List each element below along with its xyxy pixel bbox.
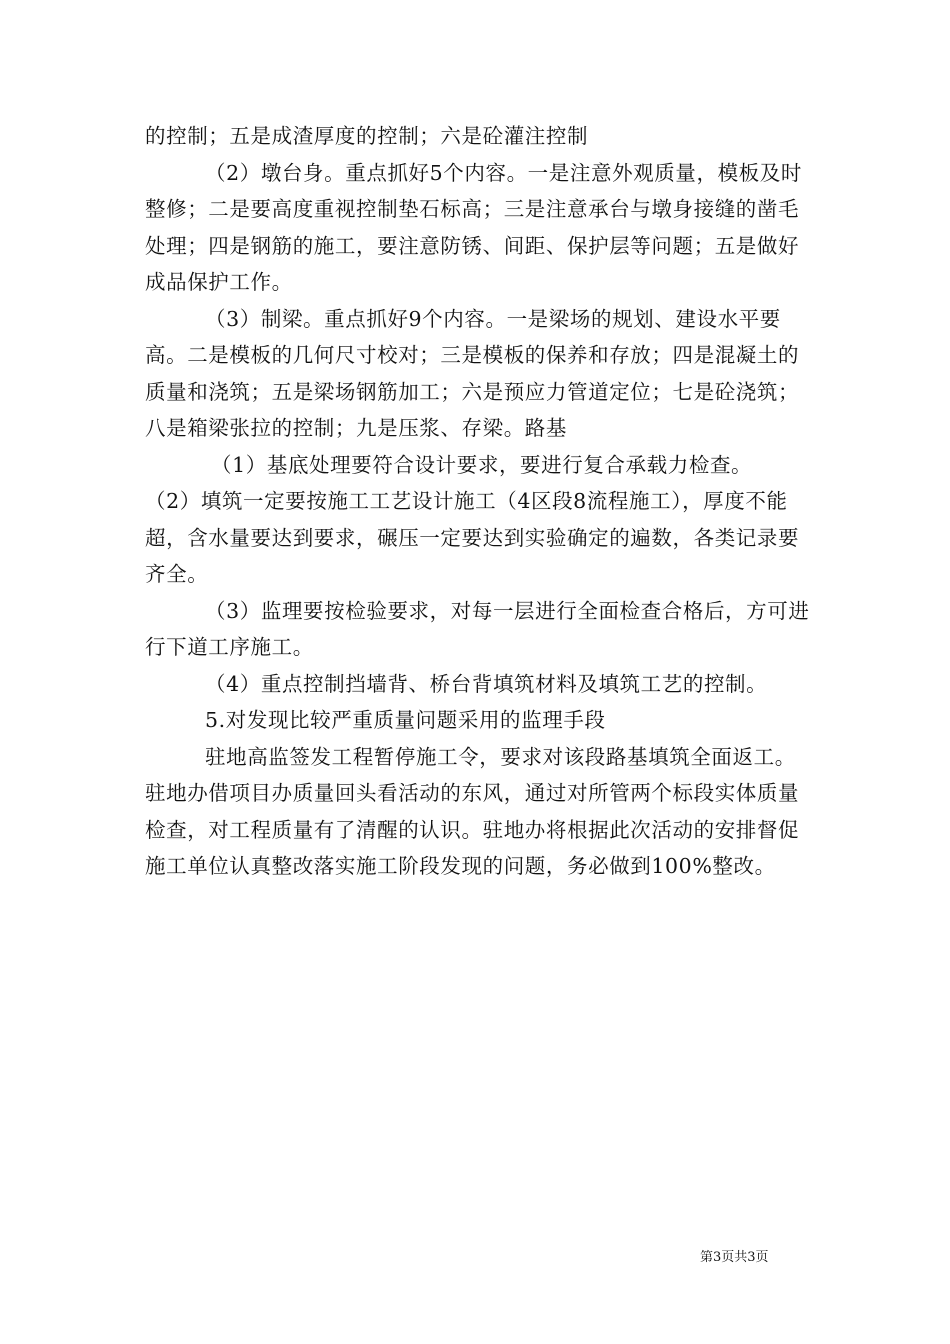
paragraph-supervision-inspection: （3）监理要按检验要求，对每一层进行全面检查合格后，方可进行下道工序施工。 xyxy=(145,598,810,659)
paragraph-supervision-measures: 驻地高监签发工程暂停施工令，要求对该段路基填筑全面返工。驻地办借项目办质量回头看活动的东风，通过对所管两个标段实体质量检查，对工程质量有了清醒的认识。驻地办将根据此次活动的安排督促施工单位认真整改落实施工阶段发现的问题，务必做到100%整改。 xyxy=(145,744,800,878)
paragraph-beam-making: （3）制梁。重点抓好9个内容。一是梁场的规划、建设水平要高。二是模板的几何尺寸校对；三是模板的保养和存放；四是混凝土的质量和浇筑；五是梁场钢筋加工；六是预应力管道定位；七是砼浇筑；八是箱梁张拉的控制；九是压浆、存梁。路基 xyxy=(145,306,800,440)
paragraph-continuation: 的控制；五是成渣厚度的控制；六是砼灌注控制 xyxy=(145,124,589,148)
document-body xyxy=(145,118,815,885)
paragraph-pier-abutment: （2）墩台身。重点抓好5个内容。一是注意外观质量，模板及时整修；二是要高度重视控制垫石标高；三是注意承台与墩身接缝的凿毛处理；四是钢筋的施工，要注意防锈、间距、保护层等问题；五是做好成品保护工作。 xyxy=(145,160,802,294)
paragraph-foundation-treatment: （1）基底处理要符合设计要求，要进行复合承载力检查。 xyxy=(211,452,753,477)
section-heading: 5.对发现比较严重质量问题采用的监理手段 xyxy=(205,708,606,732)
page-number: 第3页共3页 xyxy=(700,1250,769,1265)
paragraph-backfill-control: （4）重点控制挡墙背、桥台背填筑材料及填筑工艺的控制。 xyxy=(205,671,768,696)
paragraph-filling: （2）填筑一定要按施工工艺设计施工（4区段8流程施工），厚度不能超，含水量要达到要求，碾压一定要达到实验确定的遍数，各类记录要齐全。 xyxy=(145,489,800,586)
